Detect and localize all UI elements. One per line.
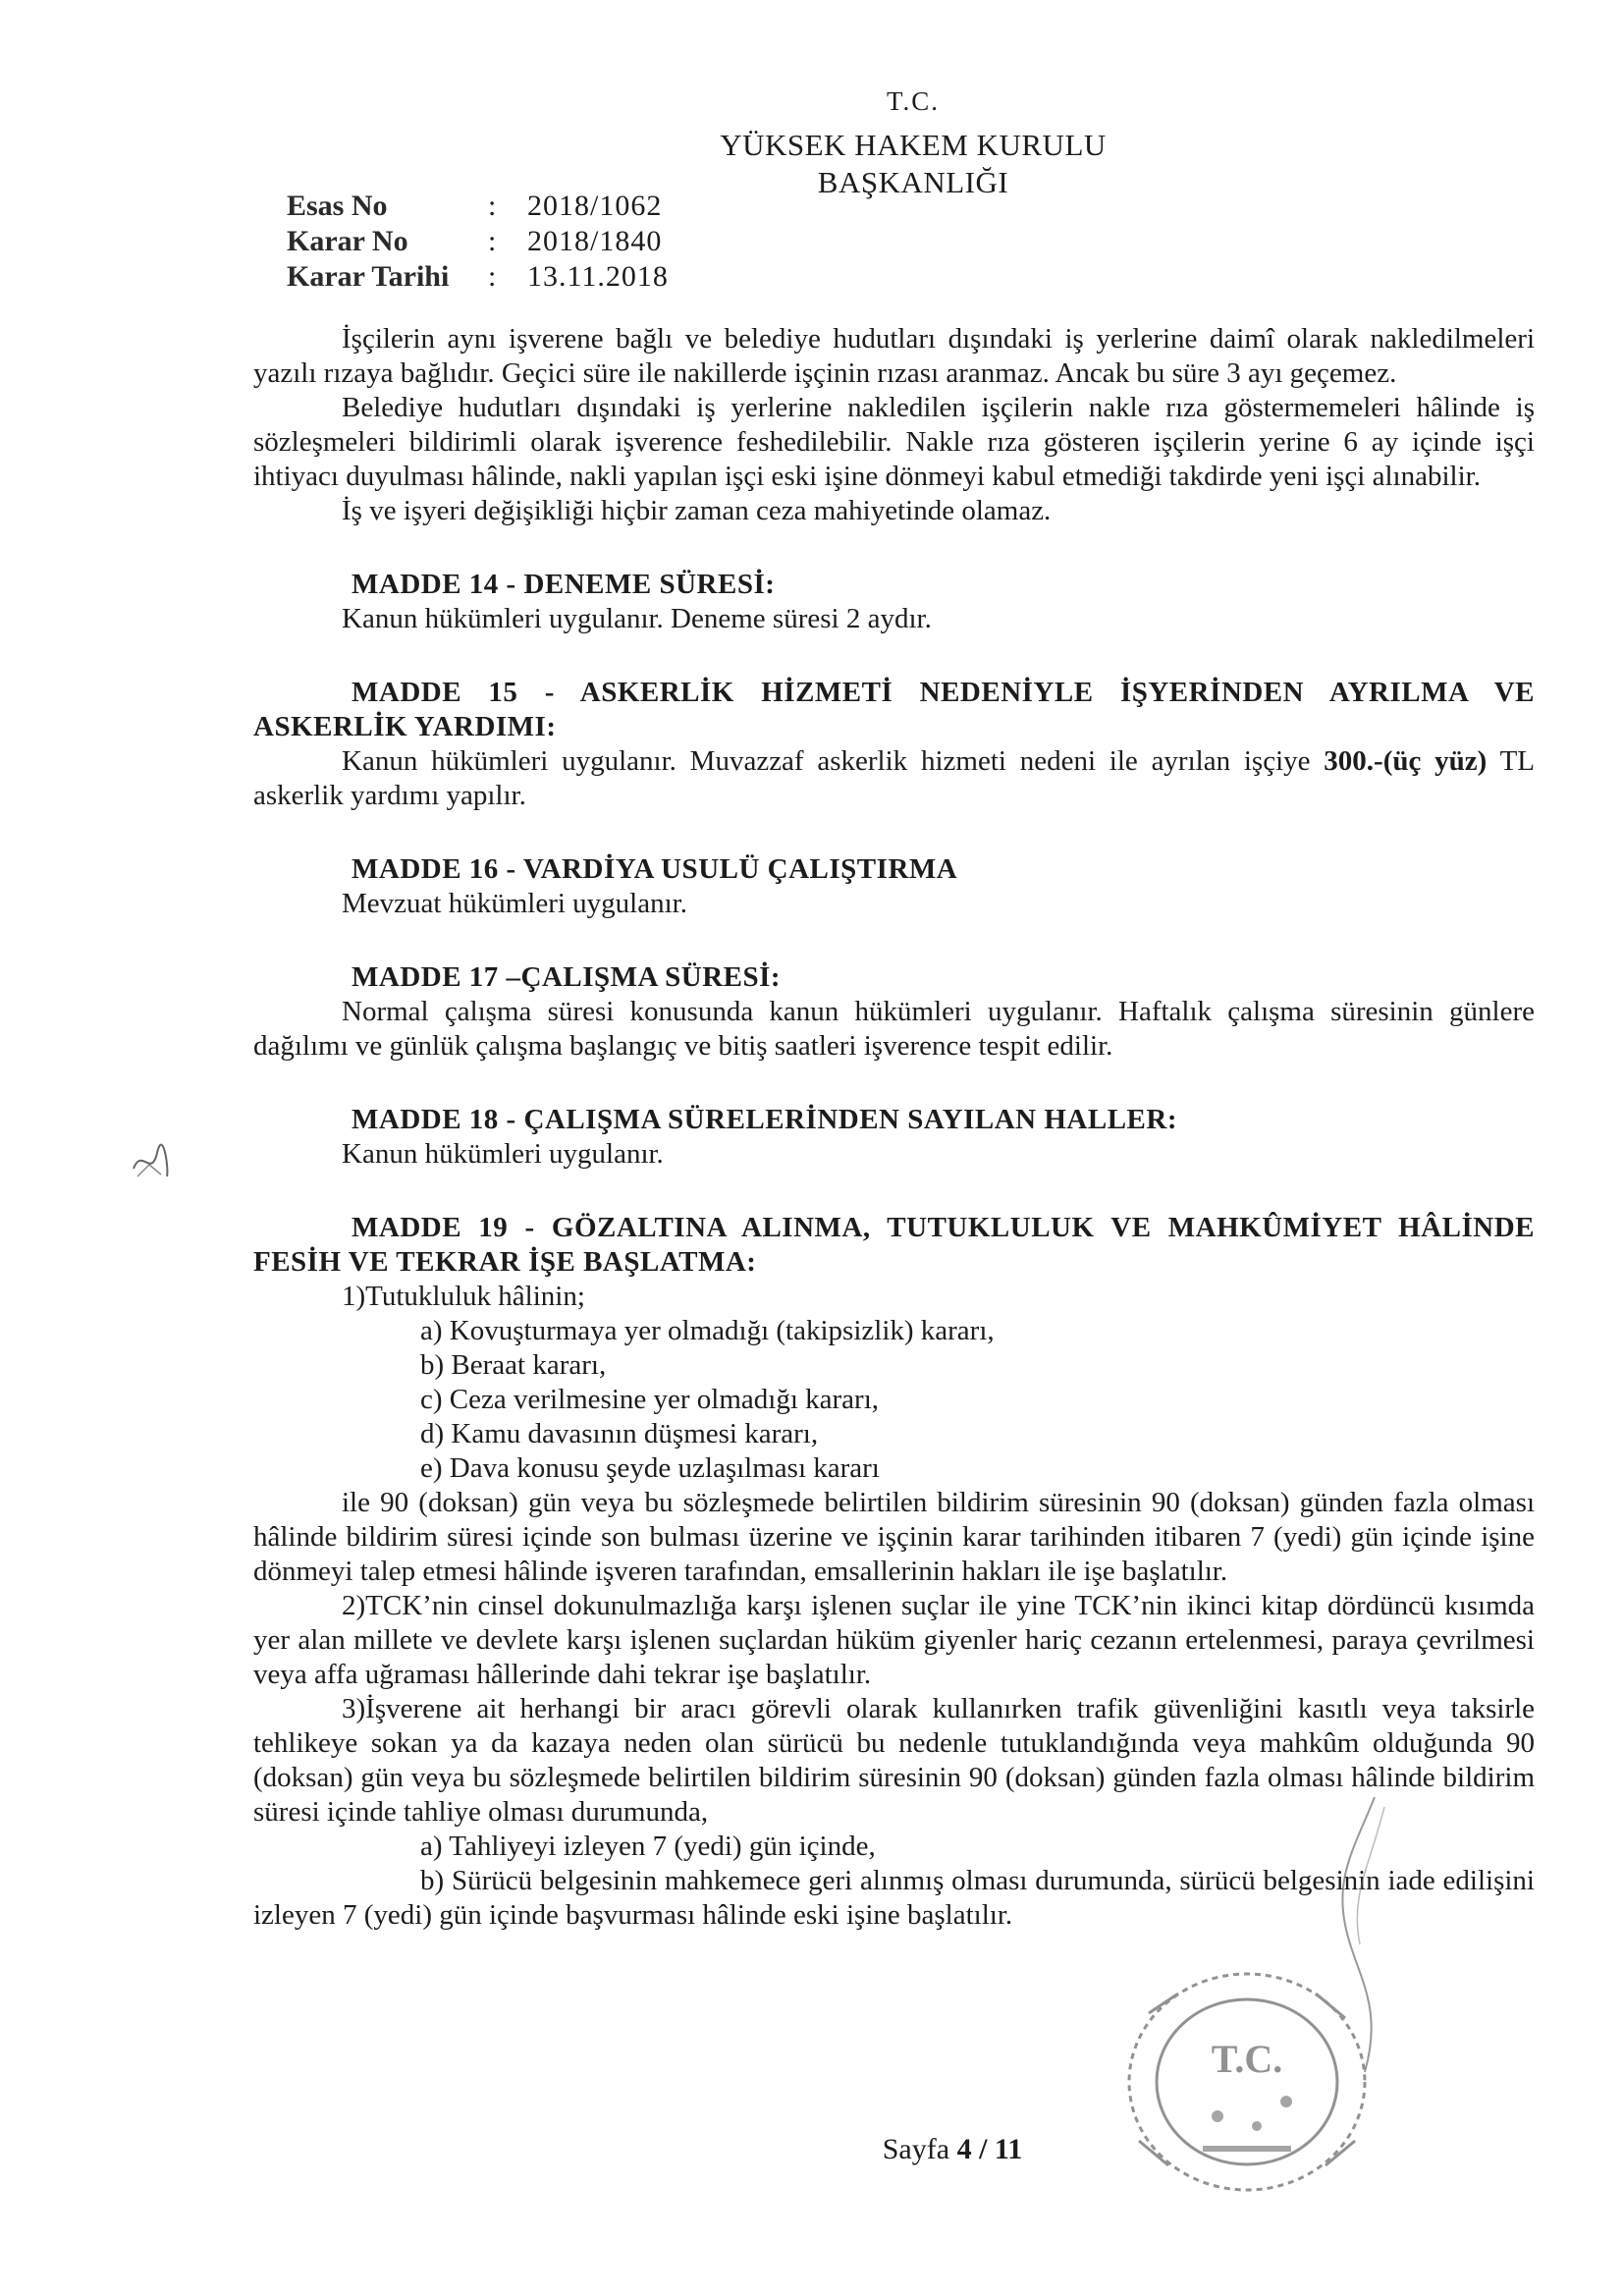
margin-mark-icon bbox=[128, 1139, 173, 1182]
article-17-text: Normal çalışma süresi konusunda kanun hükümleri uygulanır. Haftalık çalışma süresinin günlere dağılımı ve günlük çalışma başlangıç ve bitiş saatleri işverence tespit edilir. bbox=[253, 996, 1535, 1062]
meta-value: 2018/1062 bbox=[527, 190, 663, 222]
article-19-title: MADDE 19 - GÖZALTINA ALINMA, TUTUKLULUK VE MAHKÛMİYET HÂLİNDE FESİH VE TEKRAR İŞE BAŞLATMA: bbox=[253, 1212, 1535, 1278]
article-17-title: MADDE 17 –ÇALIŞMA SÜRESİ: bbox=[352, 961, 782, 993]
meta-label: Karar No bbox=[287, 225, 408, 257]
meta-separator: : bbox=[488, 260, 497, 293]
header-presidency: BAŞKANLIĞI bbox=[817, 165, 1009, 199]
paragraph-transfer-termination: Belediye hudutları dışındaki iş yerlerine nakledilen işçilerin nakle rıza göstermemeleri hâlinde iş sözleşmeleri bildirimli olarak işverence feshedilebilir. Nakle rıza gösteren işçilerin yerine 6 ay içinde işçi ihtiyacı duyulması hâlinde, nakli yapılan işçi eski işine dönmeyi kabul etmediği takdirde yeni işçi alınabilir. bbox=[253, 392, 1535, 492]
article-14-text: Kanun hükümleri uygulanır. Deneme süresi 2 aydır. bbox=[342, 603, 932, 634]
paragraph-no-penalty: İş ve işyeri değişikliği hiçbir zaman ceza mahiyetinde olamaz. bbox=[342, 495, 1052, 526]
article-15-text bbox=[253, 744, 1535, 813]
article-15-amount: 300.-(üç yüz) bbox=[1324, 745, 1488, 777]
stamp-text: T.C. bbox=[1211, 2037, 1283, 2081]
article-15-title: MADDE 15 - ASKERLİK HİZMETİ NEDENİYLE İŞYERİNDEN AYRILMA VE ASKERLİK YARDIMI: bbox=[253, 677, 1535, 742]
article-15-text-a: Kanun hükümleri uygulanır. Muvazzaf askerlik hizmeti nedeni ile ayrılan işçiye bbox=[342, 745, 1325, 777]
list-item: b) Sürücü belgesinin mahkemece geri alınmış olması durumunda, sürücü belgesinin iade edilişini izleyen 7 (yedi) gün içinde başvurması hâlinde eski işine başlatılır. bbox=[253, 1865, 1535, 1931]
list-item: d) Kamu davasının düşmesi kararı, bbox=[420, 1418, 819, 1449]
signature-scribble-icon bbox=[1316, 1787, 1414, 2082]
meta-separator: : bbox=[488, 225, 497, 257]
article-19-s3-text: 3)İşverene ait herhangi bir aracı görevli olarak kullanırken trafik güvenliğini kasıtlı veya taksirle tehlikeye sokan ya da kazaya neden olan sürücü bu nedenle tutuklandığında veya mahkûm olduğunda 90 (doksan) gün veya bu sözleşmede belirtilen bildirim süresinin 90 (doksan) günden fazla olması hâlinde bildirim süresi içinde tahliye olması durumunda, bbox=[253, 1693, 1535, 1828]
article-14-title: MADDE 14 - DENEME SÜRESİ: bbox=[352, 569, 776, 600]
meta-separator: : bbox=[488, 190, 497, 222]
header-top-fragment: T.C. bbox=[887, 86, 940, 116]
meta-label: Esas No bbox=[287, 190, 388, 222]
list-item: a) Kovuşturmaya yer olmadığı (takipsizlik) kararı, bbox=[420, 1315, 995, 1346]
meta-value: 13.11.2018 bbox=[527, 260, 669, 293]
article-16-text: Mevzuat hükümleri uygulanır. bbox=[342, 888, 687, 919]
article-19-s2-text: 2)TCK’nin cinsel dokunulmazlığa karşı işlenen suçlar ile yine TCK’nin ikinci kitap dördüncü kısımda yer alan millete ve devlete karşı işlenen suçlardan hüküm giyenler hariç cezanın ertelenmesi, paraya çevrilmesi veya affa uğraması hâllerinde dahi tekrar işe başlatılır. bbox=[253, 1590, 1535, 1690]
case-meta bbox=[287, 189, 669, 295]
article-15-text-b: TL askerlik yardımı yapılır. bbox=[253, 745, 1536, 811]
list-item: c) Ceza verilmesine yer olmadığı kararı, bbox=[420, 1384, 880, 1415]
page-label: Sayfa bbox=[882, 2133, 957, 2165]
document-body bbox=[253, 322, 1535, 1933]
list-item: a) Tahliyeyi izleyen 7 (yedi) gün içinde, bbox=[420, 1831, 876, 1862]
page-footer bbox=[746, 2133, 1159, 2166]
meta-row-esas bbox=[287, 189, 669, 224]
meta-value: 2018/1840 bbox=[527, 225, 663, 257]
list-item: b) Beraat kararı, bbox=[420, 1349, 607, 1381]
list-item: e) Dava konusu şeyde uzlaşılması kararı bbox=[420, 1452, 880, 1484]
article-16-title: MADDE 16 - VARDİYA USULÜ ÇALIŞTIRMA bbox=[352, 853, 958, 885]
meta-row-karar bbox=[287, 224, 669, 259]
article-19-s1-intro: 1)Tutukluluk hâlinin; bbox=[342, 1281, 585, 1312]
page-number: 4 / 11 bbox=[956, 2133, 1023, 2165]
article-18-title: MADDE 18 - ÇALIŞMA SÜRELERİNDEN SAYILAN HALLER: bbox=[352, 1104, 1177, 1135]
article-19-s1-text: ile 90 (doksan) gün veya bu sözleşmede belirtilen bildirim süresinin 90 (doksan) günden fazla olması hâlinde bildirim süresi içinde son bulması üzerine ve işçinin karar tarihinden itibaren 7 (yedi) gün içinde işine dönmeyi talep etmesi hâlinde işveren tarafından, emsallerinin hakları ile işe başlatılır. bbox=[253, 1487, 1535, 1587]
header-institution: YÜKSEK HAKEM KURULU bbox=[720, 128, 1107, 162]
meta-label: Karar Tarihi bbox=[287, 260, 450, 293]
paragraph-transfer-consent: İşçilerin aynı işverene bağlı ve belediye hudutları dışındaki iş yerlerine daimî olarak nakledilmeleri yazılı rızaya bağlıdır. Geçici süre ile nakillerde işçinin rızası aranmaz. Ancak bu süre 3 ayı geçemez. bbox=[253, 323, 1535, 389]
article-18-text: Kanun hükümleri uygulanır. bbox=[342, 1138, 664, 1170]
meta-row-tarih bbox=[287, 259, 669, 295]
